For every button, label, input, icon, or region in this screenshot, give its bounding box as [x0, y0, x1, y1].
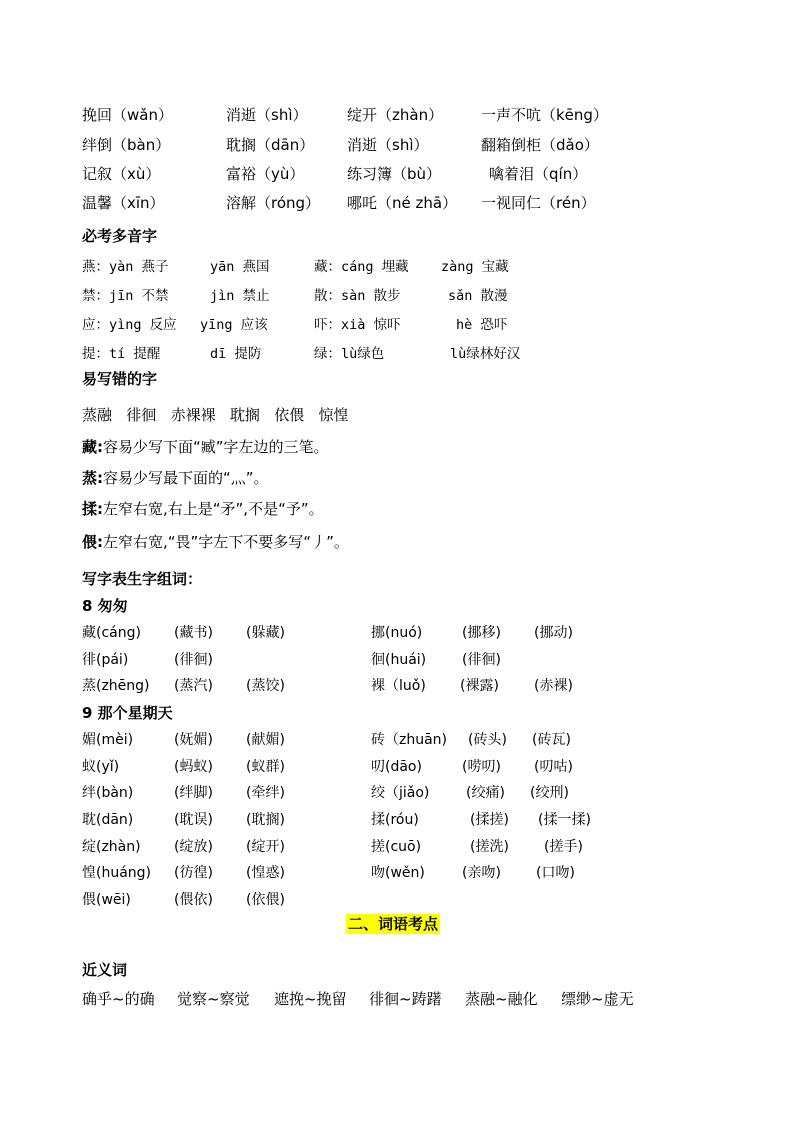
char-entry: 耽(dān) [82, 812, 134, 828]
error-note [82, 467, 269, 488]
word-entry: (揉一揉) [538, 812, 591, 828]
word-entry: (绽放) [174, 839, 213, 855]
char-entry: 挪(nuó) [371, 625, 423, 641]
error-note-char: 偎: [82, 533, 103, 551]
poly-cell: hè 恐吓 [456, 317, 508, 333]
word-entry: (揉搓) [470, 812, 509, 828]
poly-cell: 禁：jīn 不禁 [82, 288, 169, 304]
word-entry: (偎依) [174, 892, 213, 908]
word-entry: (搓洗) [470, 839, 509, 855]
word-entry: (亲吻) [462, 865, 501, 881]
word-entry: (砖瓦) [532, 732, 571, 748]
char-entry: 藏(cáng) [82, 625, 141, 641]
poly-cell: 燕：yàn 燕子 [82, 259, 169, 275]
word-entry: (耽误) [174, 812, 213, 828]
word-entry: (挪动) [534, 625, 573, 641]
vocab-cell: 温馨（xīn） [82, 194, 165, 212]
word-entry: (徘徊) [462, 652, 501, 668]
vocab-cell: 溶解（róng） [226, 194, 321, 212]
char-entry: 蚁(yǐ) [82, 759, 120, 775]
word-entry: (献媚) [246, 732, 285, 748]
section-heading-error-chars: 易写错的字 [82, 370, 158, 388]
char-entry: 叨(dāo) [371, 759, 422, 775]
word-entry: (赤裸) [534, 678, 573, 694]
synonym-item: 蒸融~融化 [465, 990, 538, 1008]
char-entry: 绽(zhàn) [82, 839, 141, 855]
synonym-item: 徘徊~踌躇 [369, 990, 442, 1008]
char-entry: 搓(cuō) [371, 839, 422, 855]
synonym-item: 确乎~的确 [82, 990, 155, 1008]
poly-cell: 应：yìng 反应 [82, 317, 177, 333]
char-entry: 裸（luǒ) [371, 678, 426, 694]
error-note [82, 531, 349, 552]
highlighted-heading: 二、词语考点 [348, 915, 439, 933]
char-entry: 徘(pái) [82, 652, 129, 668]
word-entry: (裸露) [460, 678, 499, 694]
vocab-cell: 消逝（shì） [226, 106, 308, 124]
error-note-char: 蒸: [82, 469, 103, 487]
vocab-cell: 翻箱倒柜（dǎo） [481, 136, 599, 154]
poly-cell: dī 提防 [210, 346, 262, 362]
vocab-cell: 噙着泪（qín） [489, 165, 588, 183]
word-entry: (搓手) [544, 839, 583, 855]
error-note-text: 容易少写最下面的“灬”。 [103, 469, 269, 487]
word-entry: (蒸饺) [246, 678, 285, 694]
lesson-title: 8 匆匆 [82, 597, 128, 615]
word-entry: (挪移) [462, 625, 501, 641]
poly-cell: 绿：lù绿色 [314, 346, 385, 362]
word-entry: (绞刑) [530, 785, 569, 801]
synonym-item: 缥缈~虚无 [561, 990, 634, 1008]
error-note-char: 藏: [82, 438, 103, 456]
char-entry: 绊(bàn) [82, 785, 134, 801]
word-entry: (牵绊) [246, 785, 285, 801]
word-entry: (耽搁) [246, 812, 285, 828]
section-heading-zuci: 写字表生字组词： [82, 570, 203, 588]
vocab-cell: 记叙（xù） [82, 165, 161, 183]
word-entry: (砖头) [468, 732, 507, 748]
poly-cell: lù绿林好汉 [450, 346, 521, 362]
word-entry: (依偎) [246, 892, 285, 908]
poly-cell: zàng 宝藏 [441, 259, 509, 275]
word-entry: (口吻) [536, 865, 575, 881]
word-entry: (蚁群) [246, 759, 285, 775]
word-entry: (叨咕) [534, 759, 573, 775]
word-entry: (绽开) [246, 839, 285, 855]
char-entry: 蒸(zhēng) [82, 678, 150, 694]
vocab-cell: 练习簿（bù） [347, 165, 442, 183]
char-entry: 吻(wěn) [371, 865, 425, 881]
word-entry: (绊脚) [174, 785, 213, 801]
vocab-cell: 绽开（zhàn） [347, 106, 444, 124]
char-entry: 徊(huái) [371, 652, 427, 668]
vocab-cell: 哪吒（né zhā） [347, 194, 458, 212]
error-words: 蒸融 徘徊 赤裸裸 耽搁 依偎 惊惶 [82, 406, 349, 424]
word-entry: (唠叨) [462, 759, 501, 775]
char-entry: 偎(wēi) [82, 892, 131, 908]
vocab-cell: 耽搁（dān） [226, 136, 315, 154]
section-heading-vocab-points [346, 913, 440, 934]
word-entry: (妩媚) [174, 732, 213, 748]
vocab-cell: 一视同仁（rén） [481, 194, 596, 212]
synonym-item: 觉察~察觉 [177, 990, 250, 1008]
error-note-char: 揉: [82, 500, 103, 518]
vocab-cell: 消逝（shì） [347, 136, 429, 154]
error-note-text: 左窄右宽,“畏”字左下不要多写“丿”。 [103, 533, 349, 551]
poly-cell: 散：sàn 散步 [314, 288, 401, 304]
word-entry: (躲藏) [246, 625, 285, 641]
poly-cell: yīng 应该 [200, 317, 268, 333]
word-entry: (蚂蚁) [174, 759, 213, 775]
word-entry: (蒸汽) [174, 678, 213, 694]
poly-cell: yān 燕国 [210, 259, 270, 275]
error-note-text: 容易少写下面“臧”字左边的三笔。 [103, 438, 329, 456]
section-heading-polyphonic: 必考多音字 [82, 227, 158, 245]
poly-cell: sǎn 散漫 [448, 288, 508, 304]
section-heading-synonyms: 近义词 [82, 961, 128, 979]
char-entry: 砖（zhuān) [371, 732, 448, 748]
poly-cell: 藏：cáng 埋藏 [314, 259, 409, 275]
word-entry: (绞痛) [466, 785, 505, 801]
error-note-text: 左窄右宽,右上是“矛”,不是“予”。 [103, 500, 324, 518]
vocab-cell: 挽回（wǎn） [82, 106, 173, 124]
vocab-cell: 富裕（yù） [226, 165, 305, 183]
char-entry: 惶(huáng) [82, 865, 152, 881]
char-entry: 揉(róu) [371, 812, 419, 828]
word-entry: (彷徨) [174, 865, 213, 881]
word-entry: (徘徊) [174, 652, 213, 668]
poly-cell: 提：tí 提醒 [82, 346, 161, 362]
lesson-title: 9 那个星期天 [82, 704, 173, 722]
poly-cell: 吓：xià 惊吓 [314, 317, 401, 333]
vocab-cell: 绊倒（bàn） [82, 136, 171, 154]
char-entry: 媚(mèi) [82, 732, 134, 748]
word-entry: (惶惑) [246, 865, 285, 881]
char-entry: 绞（jiǎo) [371, 785, 430, 801]
vocab-cell: 一声不吭（kēng） [481, 106, 608, 124]
synonym-item: 遮挽~挽留 [274, 990, 347, 1008]
poly-cell: jìn 禁止 [210, 288, 270, 304]
error-note [82, 436, 329, 457]
error-note [82, 498, 324, 519]
word-entry: (藏书) [174, 625, 213, 641]
